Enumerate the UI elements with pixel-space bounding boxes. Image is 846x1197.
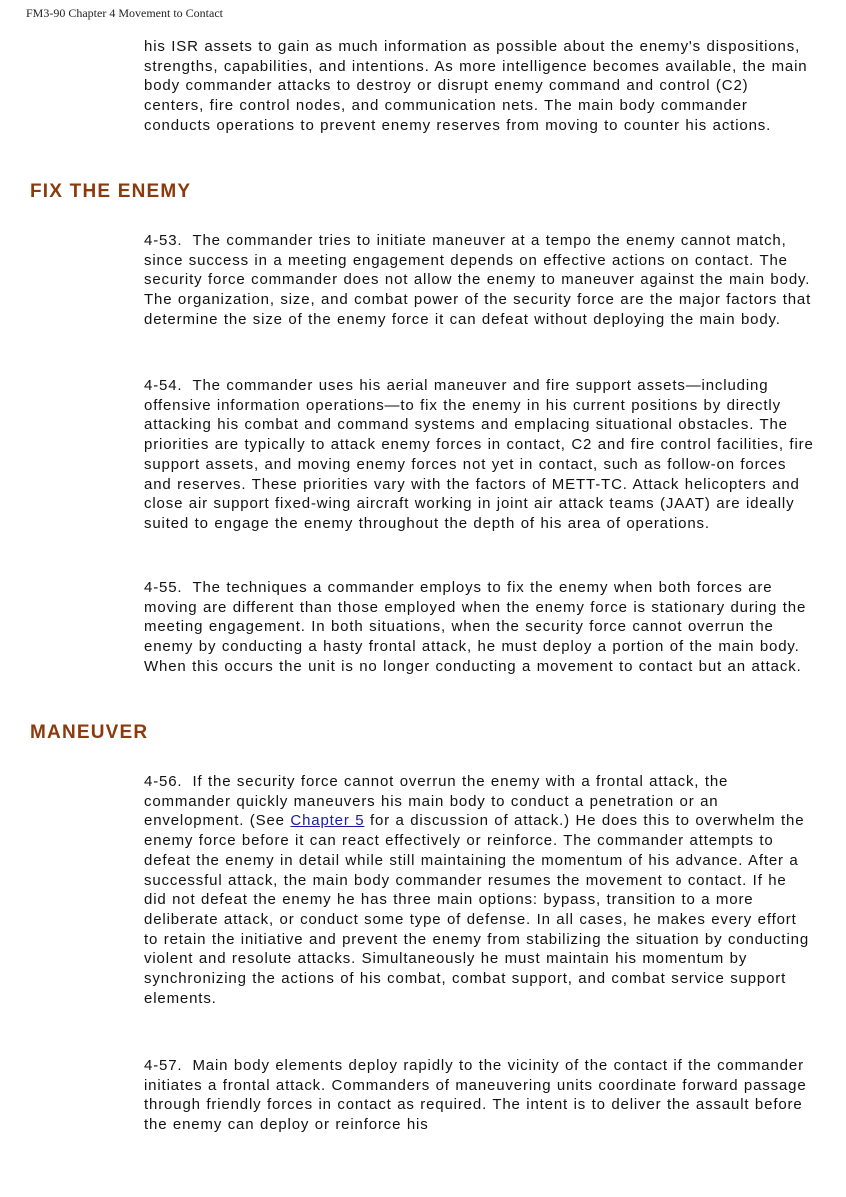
- paragraph-number: 4-55.: [144, 579, 183, 596]
- section-heading-maneuver: MANEUVER: [30, 722, 149, 743]
- paragraph-text-part-a: If the security force cannot overrun the enemy with a frontal attack, the commander quickly maneuvers his main body to conduct a penetration or an envelopment. (See: [144, 773, 729, 830]
- paragraph-text: Main body elements deploy rapidly to the vicinity of the contact if the commander initiates a frontal attack. Commanders of maneuvering units coordinate forward passage through friendly forces in contact as required. The intent is to deliver the assault before the enemy can deploy or reinforce his: [144, 1057, 807, 1134]
- paragraph-intro: his ISR assets to gain as much information as possible about the enemy's dispositions, strengths, capabilities, and intentions. As more intelligence becomes available, the main body commander attacks to destroy or disrupt enemy command and control (C2) centers, fire control nodes, and communication nets. The main body commander conducts operations to prevent enemy reserves from moving to counter his actions.: [144, 38, 808, 134]
- paragraph-text-part-b: for a discussion of attack.) He does this to overwhelm the enemy force before it can react effectively or reinforce. The commander attempts to defeat the enemy in detail while still maintaining the momentum of his advance. After a successful attack, the main body commander resumes the movement to contact. If he did not defeat the enemy he has three main options: bypass, transition to a more deliberate attack, or conduct some type of defense. In all cases, he makes every effort to retain the initiative and prevent the enemy from stabilizing the situation by conducting violent and resolute attacks. Simultaneously he must maintain his momentum by synchronizing the actions of his combat, combat support, and combat service support elements.: [144, 812, 810, 1007]
- paragraph-4-55: [144, 578, 814, 677]
- paragraph-number: 4-56.: [144, 773, 183, 790]
- running-header: FM3-90 Chapter 4 Movement to Contact: [26, 6, 223, 20]
- paragraph-text: The commander tries to initiate maneuver at a tempo the enemy cannot match, since success in a meeting engagement depends on effective actions on contact. The security force commander does not allow the enemy to maneuver against the main body. The organization, size, and combat power of the security force are the major factors that determine the size of the enemy force it can defeat without deploying the main body.: [144, 232, 812, 328]
- paragraph-4-57: [144, 1056, 814, 1135]
- paragraph-4-54: [144, 376, 814, 534]
- paragraph-text: The techniques a commander employs to fix the enemy when both forces are moving are different than those employed when the enemy force is stationary during the meeting engagement. In both situations, when the security force cannot overrun the enemy by conducting a hasty frontal attack, he must deploy a portion of the main body. When this occurs the unit is no longer conducting a movement to contact but an attack.: [144, 579, 807, 675]
- paragraph-4-53: [144, 231, 814, 330]
- section-heading-fix-the-enemy: FIX THE ENEMY: [30, 181, 192, 202]
- paragraph-number: 4-57.: [144, 1057, 183, 1074]
- chapter-5-link[interactable]: Chapter 5: [290, 812, 365, 830]
- paragraph-text: The commander uses his aerial maneuver and fire support assets—including offensive information operations—to fix the enemy in his current positions by directly attacking his combat and command systems and emplacing situational obstacles. The priorities are typically to attack enemy forces in contact, C2 and fire control facilities, fire support assets, and moving enemy forces not yet in contact, such as follow-on forces and reserves. These priorities vary with the factors of METT-TC. Attack helicopters and close air support fixed-wing aircraft working in joint air attack teams (JAAT) are ideally suited to engage the enemy throughout the depth of his area of operations.: [144, 377, 814, 532]
- paragraph-number: 4-53.: [144, 232, 183, 249]
- paragraph-number: 4-54.: [144, 377, 183, 394]
- paragraph-4-56: [144, 772, 814, 1008]
